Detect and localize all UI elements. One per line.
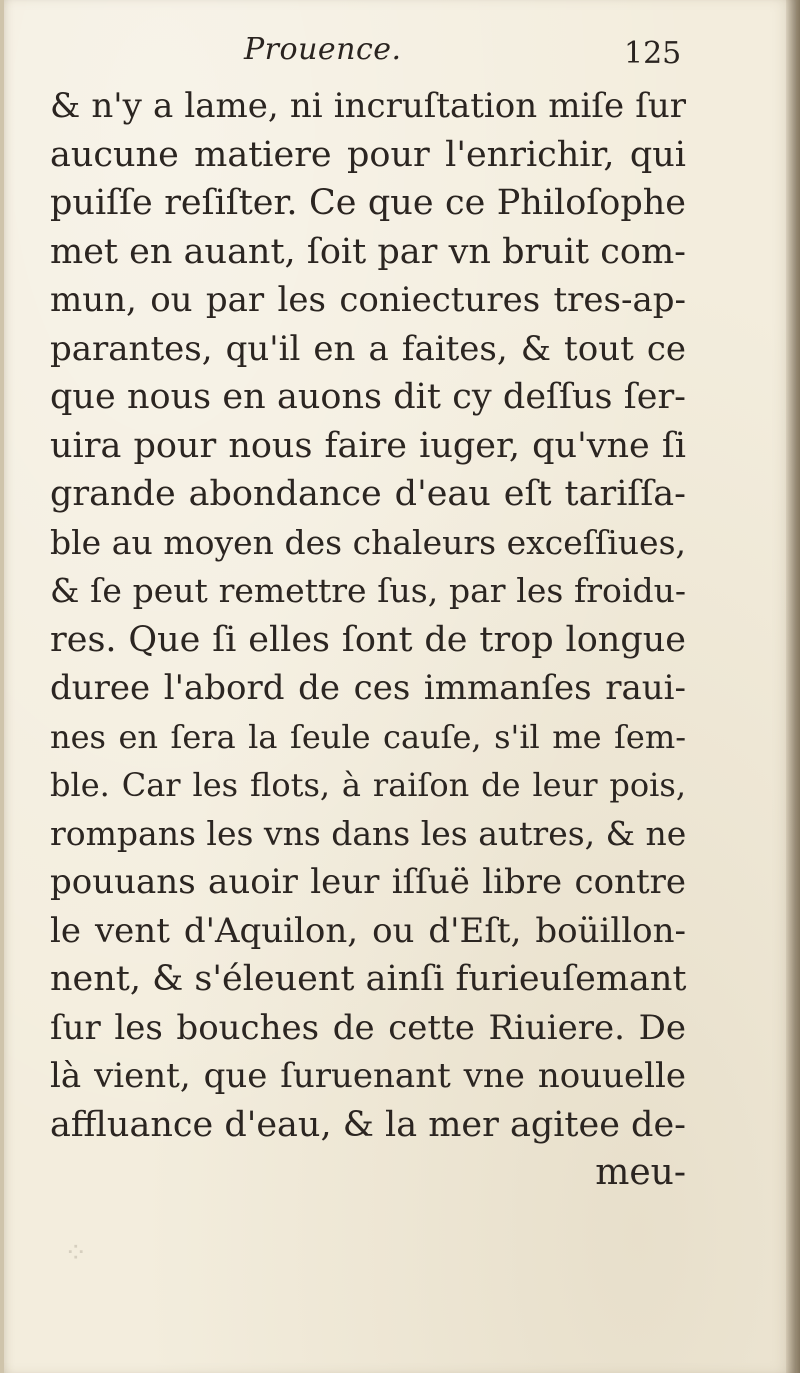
page-edge-shadow [786,0,800,1373]
text-line: uira pour nous faire iuger, qu'vne ſi [50,425,686,466]
text-line: puiſſe reſiſter. Ce que ce Philoſophe [50,183,686,223]
text-line: que nous en auons dit cy deſſus ſer- [50,377,686,417]
text-line: ſur les bouches de cette Riuiere. De [50,1007,686,1048]
text-line: affluance d'eau, & la mer agitee de- [50,1104,686,1145]
text-line: met en auant, ſoit par vn bruit com- [50,231,686,272]
text-line: parantes, qu'il en a faites, & tout ce [50,328,686,369]
text-line: aucune matiere pour l'enrichir, qui [50,134,686,175]
text-line: le vent d'Aquilon, ou d'Eſt, boüillon- [50,910,686,951]
text-line: res. Que ſi elles ſont de trop longue [50,619,686,660]
text-line: nent, & s'éleuent ainſi furieuſemant [50,959,687,999]
text-line: & ſe peut remettre ſus, par les froidu- [50,571,686,610]
running-head-title: Prouence. [244,32,402,67]
page-number: 125 [624,36,682,71]
catchword: meu- [595,1152,686,1193]
text-line: & n'y a lame, ni incruſtation miſe ſur [50,86,686,126]
running-head [4,28,796,76]
text-line: grande abondance d'eau eſt tariſſa- [50,474,686,514]
text-line: là vient, que ſuruenant vne nouuelle [50,1056,686,1096]
text-line: ble au moyen des chaleurs exceſſiues, [50,522,686,562]
body-text [50,82,686,1198]
text-line: mun, ou par les coniectures tres-ap- [50,280,686,320]
text-line: duree l'abord de ces immanſes raui- [50,668,686,708]
text-line: pouuans auoir leur iſſuë libre contre [50,862,686,902]
bleed-through-mark: ⁘ [64,1236,88,1269]
text-line: ble. Car les flots, à raiſon de leur pois, [50,766,686,804]
text-line: nes en ſera la ſeule cauſe, s'il me ſem- [50,717,686,756]
text-line: rompans les vns dans les autres, & ne [50,813,687,853]
book-page [4,0,796,1373]
